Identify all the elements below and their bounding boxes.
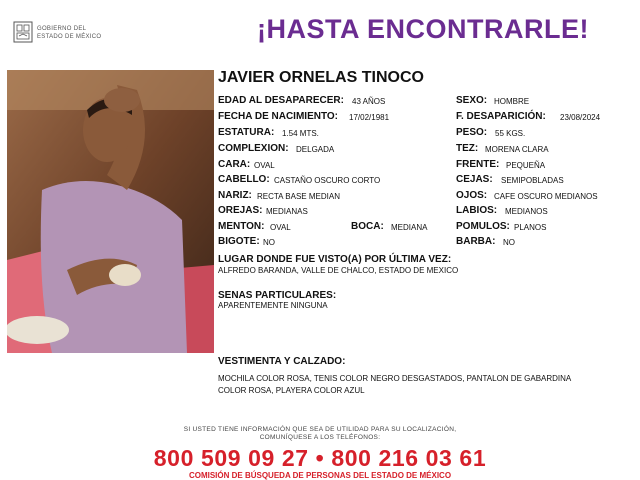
skin-tone-label: TEZ: — [456, 143, 479, 154]
disappearance-date-label: F. DESAPARICIÓN: — [456, 111, 546, 122]
phone-number-1[interactable]: 800 509 09 27 — [153, 445, 309, 471]
mustache-label: BIGOTE: — [218, 236, 260, 247]
build-label: COMPLEXION: — [218, 143, 289, 154]
forehead-value: PEQUEÑA — [506, 161, 546, 170]
birthdate-value: 17/02/1981 — [349, 113, 390, 122]
nose-value: RECTA BASE MEDIAN — [257, 192, 340, 201]
ears-value: MEDIANAS — [266, 207, 308, 216]
lips-label: LABIOS: — [456, 205, 498, 216]
last-seen-value: ALFREDO BARANDA, VALLE DE CHALCO, ESTADO DE MEXICO — [218, 266, 459, 275]
weight-value: 55 KGS. — [495, 129, 526, 138]
face-value: OVAL — [254, 161, 275, 170]
skin-tone-value: MORENA CLARA — [485, 145, 549, 154]
eyebrows-value: SEMIPOBLADAS — [501, 176, 564, 185]
face-label: CARA: — [218, 159, 251, 170]
chin-label: MENTON: — [218, 221, 265, 232]
phone-number-2[interactable]: 800 216 03 61 — [331, 445, 487, 471]
height-label: ESTATURA: — [218, 127, 275, 138]
headline: ¡HASTA ENCONTRARLE! — [257, 14, 589, 44]
phone-separator: • — [315, 445, 325, 471]
clothing-label: VESTIMENTA Y CALZADO: — [218, 356, 346, 367]
birthdate-label: FECHA DE NACIMIENTO: — [218, 111, 338, 122]
build-value: DELGADA — [296, 145, 335, 154]
cheekbones-value: PLANOS — [514, 223, 547, 232]
cheekbones-label: POMULOS: — [456, 221, 510, 232]
contact-note-line-1: SI USTED TIENE INFORMACIÓN QUE SEA DE UTILIDAD PARA SU LOCALIZACIÓN, — [183, 426, 457, 433]
sex-value: HOMBRE — [494, 97, 530, 106]
clothing-value: MOCHILA COLOR ROSA, TENIS COLOR NEGRO DESGASTADOS, PANTALON DE GABARDINA COLOR ROSA, PLAYERA COLOR AZUL — [218, 374, 571, 395]
eyebrows-label: CEJAS: — [456, 174, 493, 185]
nose-label: NARIZ: — [218, 190, 252, 201]
mouth-value: MEDIANA — [391, 223, 428, 232]
commission-name: COMISIÓN DE BÚSQUEDA DE PERSONAS DEL ESTADO DE MÉXICO — [188, 471, 452, 480]
age-label: EDAD AL DESAPARECER: — [218, 95, 344, 106]
state-seal-icon — [12, 20, 34, 44]
eyes-value: CAFE OSCURO MEDIANOS — [494, 192, 598, 201]
sex-label: SEXO: — [456, 95, 488, 106]
distinguishing-marks-value: APARENTEMENTE NINGUNA — [218, 301, 328, 310]
missing-person-photo — [7, 70, 214, 353]
forehead-label: FRENTE: — [456, 159, 500, 170]
hair-label: CABELLO: — [218, 174, 270, 185]
eyes-label: OJOS: — [456, 190, 488, 201]
weight-label: PESO: — [456, 127, 488, 138]
chin-value: OVAL — [270, 223, 291, 232]
age-value: 43 AÑOS — [352, 97, 386, 106]
height-value: 1.54 MTS. — [282, 129, 319, 138]
beard-label: BARBA: — [456, 236, 496, 247]
person-name: JAVIER ORNELAS TINOCO — [218, 69, 424, 86]
mouth-label: BOCA: — [351, 221, 384, 232]
hair-value: CASTAÑO OSCURO CORTO — [274, 176, 381, 185]
distinguishing-marks-label: SENAS PARTICULARES: — [218, 290, 337, 301]
phone-numbers — [0, 445, 640, 472]
beard-value: NO — [503, 238, 515, 247]
disappearance-date-value: 23/08/2024 — [560, 113, 601, 122]
mustache-value: NO — [263, 238, 275, 247]
contact-note — [0, 426, 640, 442]
government-line-1: GOBIERNO DEL — [37, 26, 87, 32]
contact-note-line-2: COMUNÍQUESE A LOS TELÉFONOS: — [259, 434, 381, 441]
last-seen-label: LUGAR DONDE FUE VISTO(A) POR ÚLTIMA VEZ: — [218, 254, 452, 265]
government-line-2: ESTADO DE MÉXICO — [37, 34, 102, 40]
lips-value: MEDIANOS — [505, 207, 548, 216]
government-name — [37, 25, 101, 41]
ears-label: OREJAS: — [218, 205, 263, 216]
